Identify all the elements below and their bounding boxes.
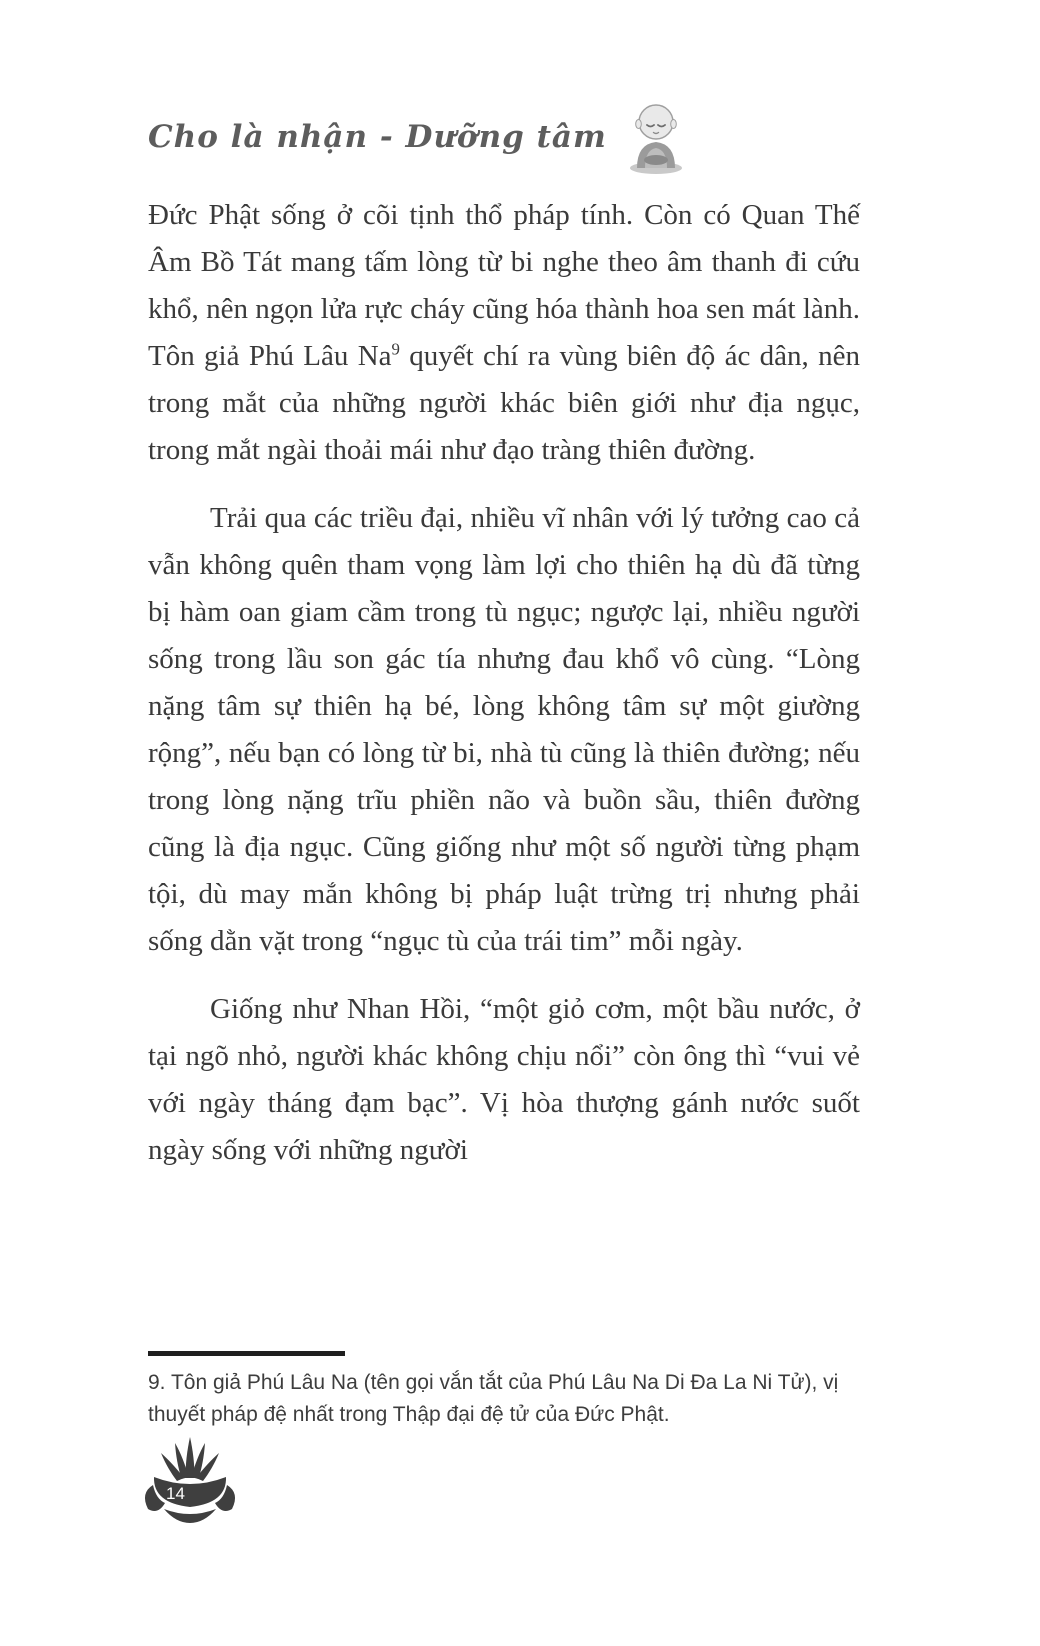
paragraph-1-text: Đức Phật sống ở cõi tịnh thổ pháp tính. Còn có Quan Thế Âm Bồ Tát mang tấm lòng từ bi nghe theo âm thanh đi cứu khổ, nên ngọn lửa rực cháy cũng hóa thành hoa sen mát lành. Tôn giả Phú Lâu Na — [148, 199, 860, 372]
paragraph-3: Giống như Nhan Hồi, “một giỏ cơm, một bầu nước, ở tại ngõ nhỏ, người khác không chịu nổi” còn ông thì “vui vẻ với ngày tháng đạm bạc”. Vị hòa thượng gánh nước suốt ngày sống với những người — [148, 993, 860, 1166]
running-head-title: Cho là nhận - Dưỡng tâm — [148, 119, 607, 155]
footnote-separator — [148, 1351, 345, 1356]
page-footer — [140, 1433, 240, 1525]
footnote-text: 9. Tôn giả Phú Lâu Na (tên gọi vắn tắt của Phú Lâu Na Di Đa La Ni Tử), vị thuyết pháp đệ nhất trong Thập đại đệ tử của Đức Phật. — [148, 1371, 839, 1426]
page-number: 14 — [166, 1484, 185, 1503]
lotus-icon — [140, 1433, 240, 1525]
page-header — [148, 100, 687, 174]
body-text — [148, 192, 860, 1195]
paragraph-2: Trải qua các triều đại, nhiều vĩ nhân với lý tưởng cao cả vẫn không quên tham vọng làm lợi cho thiên hạ dù đã từng bị hàm oan giam cầm trong tù ngục; ngược lại, nhiều người sống trong lầu son gác tía nhưng đau khổ vô cùng. “Lòng nặng tâm sự thiên hạ bé, lòng không tâm sự một giường rộng”, nếu bạn có lòng từ bi, nhà tù cũng là thiên đường; nếu trong lòng nặng trĩu phiền não và buồn sầu, thiên đường cũng là địa ngục. Cũng giống như một số người từng phạm tội, dù may mắn không bị pháp luật trừng trị nhưng phải sống dằn vặt trong “ngục tù của trái tim” mỗi ngày. — [148, 502, 860, 957]
paragraph-1 — [148, 192, 860, 474]
footnote-reference: 9 — [391, 339, 400, 359]
monk-icon — [625, 100, 687, 174]
paragraph-1-text-continued: quyết chí ra vùng biên độ ác dân, nên trong mắt của những người khác biên giới như địa ngục, trong mắt ngài thoải mái như đạo tràng thiên đường. — [148, 340, 860, 466]
footnote-block — [148, 1351, 890, 1431]
